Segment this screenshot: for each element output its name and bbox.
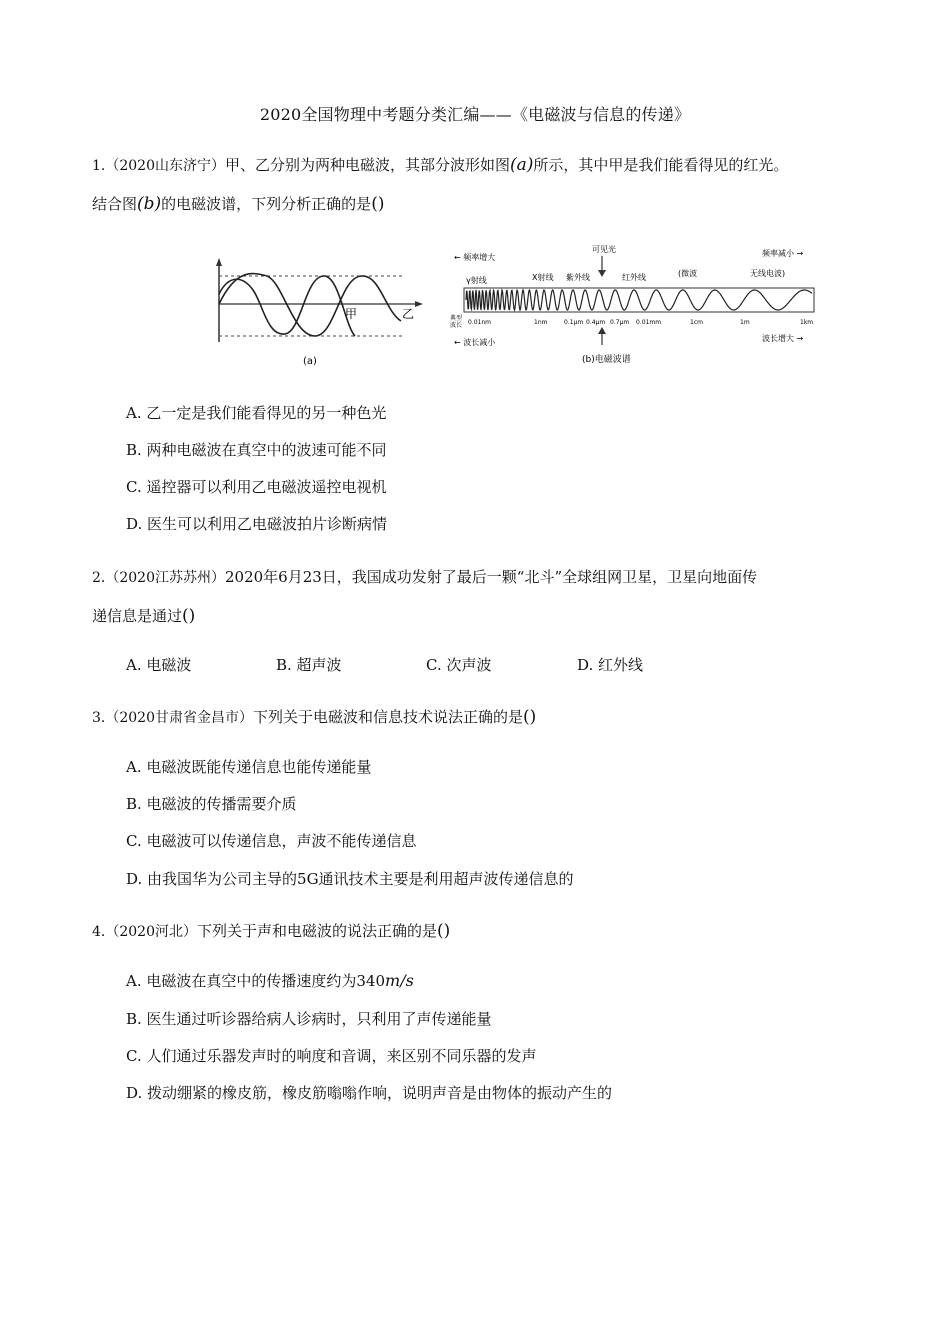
option-c[interactable]: C. 电磁波可以传递信息，声波不能传递信息 bbox=[126, 832, 417, 850]
wavelength-label-2: 波长 bbox=[450, 322, 463, 329]
question-source: （2020山东济宁） bbox=[105, 158, 225, 174]
option-b[interactable]: B. 超声波 bbox=[276, 656, 342, 674]
option-text: A. 电磁波在真空中的传播速度约为340 bbox=[126, 972, 386, 990]
option-b[interactable]: B. 电磁波的传播需要介质 bbox=[126, 795, 297, 813]
question-number: 2. bbox=[92, 570, 106, 586]
wavelength-tick-label: 0.01nm bbox=[468, 319, 492, 326]
wavelength-label-1: 典型 bbox=[450, 315, 463, 322]
wavelength-tick-label: 0.1μm bbox=[564, 319, 584, 326]
question-text: 下列关于电磁波和信息技术说法正确的是 bbox=[253, 708, 524, 726]
answer-blank: () bbox=[182, 606, 196, 626]
figure-b-caption: (b)电磁波谱 bbox=[582, 355, 631, 365]
question-text: 的电磁波谱，下列分析正确的是 bbox=[161, 195, 372, 213]
band-radio: 无线电波) bbox=[750, 269, 786, 278]
question-source: （2020甘肃省金昌市） bbox=[105, 710, 253, 726]
option-c[interactable]: C. 遥控器可以利用乙电磁波遥控电视机 bbox=[126, 478, 387, 496]
wavelength-increase-label: 波长增大 → bbox=[762, 334, 804, 343]
question-1-stem bbox=[92, 146, 882, 223]
figure-a-caption: (a) bbox=[303, 356, 317, 367]
freq-decrease-label: 频率减小 → bbox=[762, 249, 804, 258]
option-a[interactable]: A. 电磁波 bbox=[126, 656, 192, 674]
wavelength-tick-label: 0.4μm bbox=[586, 319, 606, 326]
question-number: 1. bbox=[92, 158, 106, 174]
wavelength-ticks bbox=[468, 319, 813, 326]
option-a[interactable]: A. 乙一定是我们能看得见的另一种色光 bbox=[126, 404, 387, 422]
figure-ref-b: (b) bbox=[137, 194, 162, 214]
question-number: 4. bbox=[92, 924, 106, 940]
question-3-stem bbox=[92, 698, 882, 737]
freq-increase-label: ← 频率增大 bbox=[454, 253, 496, 262]
wavelength-tick-label: 1cm bbox=[690, 319, 703, 326]
label-jia: 甲 bbox=[345, 307, 358, 321]
question-number: 3. bbox=[92, 710, 106, 726]
question-2-options bbox=[126, 654, 726, 676]
answer-blank: () bbox=[523, 707, 537, 727]
question-source: （2020河北） bbox=[105, 924, 197, 940]
visible-light-label: 可见光 bbox=[592, 245, 616, 254]
figure-a-wave-diagram bbox=[205, 256, 430, 374]
answer-blank: () bbox=[437, 921, 451, 941]
wavelength-tick-label: 0.7μm bbox=[610, 319, 630, 326]
label-yi: 乙 bbox=[402, 307, 415, 321]
question-2-stem bbox=[92, 558, 882, 635]
question-text: 所示，其中甲是我们能看得见的红光。 bbox=[533, 156, 789, 174]
wavelength-tick-label: 1nm bbox=[534, 319, 548, 326]
spectrum-wave bbox=[466, 290, 812, 310]
option-d[interactable]: D. 由我国华为公司主导的5G通讯技术主要是利用超声波传递信息的 bbox=[126, 870, 574, 888]
wavelength-tick-label: 1km bbox=[800, 319, 814, 326]
wavelength-tick-label: 0.01mm bbox=[636, 319, 662, 326]
option-b[interactable]: B. 两种电磁波在真空中的波速可能不同 bbox=[126, 441, 387, 459]
band-ir: 红外线 bbox=[622, 273, 646, 282]
question-text: 递信息是通过 bbox=[92, 607, 183, 625]
wavelength-decrease-label: ← 波长减小 bbox=[454, 338, 496, 347]
band-microwave: (微波 bbox=[678, 269, 698, 278]
wavelength-tick-label: 1m bbox=[740, 319, 750, 326]
question-text: 下列关于声和电磁波的说法正确的是 bbox=[197, 922, 438, 940]
speed-unit: m/s bbox=[385, 971, 414, 990]
option-a[interactable]: A. 电磁波既能传递信息也能传递能量 bbox=[126, 758, 372, 776]
option-b[interactable]: B. 医生通过听诊器给病人诊病时，只利用了声传递能量 bbox=[126, 1010, 492, 1028]
answer-blank: () bbox=[371, 194, 385, 214]
option-d[interactable]: D. 红外线 bbox=[577, 656, 644, 674]
question-text: 结合图 bbox=[92, 195, 138, 213]
question-text: 2020年6月23日，我国成功发射了最后一颗“北斗”全球组网卫星，卫星向地面传 bbox=[225, 568, 758, 586]
figure-ref-a: (a) bbox=[510, 155, 534, 175]
option-c[interactable]: C. 次声波 bbox=[426, 656, 492, 674]
option-c[interactable]: C. 人们通过乐器发声时的响度和音调，来区别不同乐器的发声 bbox=[126, 1047, 537, 1065]
band-gamma: γ射线 bbox=[466, 276, 487, 285]
option-d[interactable]: D. 拨动绷紧的橡皮筋，橡皮筋嗡嗡作响，说明声音是由物体的振动产生的 bbox=[126, 1084, 613, 1102]
page-title: 2020全国物理中考题分类汇编——《电磁波与信息的传递》 bbox=[259, 105, 691, 124]
band-uv: 紫外线 bbox=[566, 273, 590, 282]
figure-b-em-spectrum bbox=[450, 240, 830, 370]
question-source: （2020江苏苏州） bbox=[105, 570, 225, 586]
question-4-stem bbox=[92, 912, 882, 951]
question-text: 甲、乙分别为两种电磁波，其部分波形如图 bbox=[225, 156, 511, 174]
option-a[interactable] bbox=[126, 970, 414, 992]
option-d[interactable]: D. 医生可以利用乙电磁波拍片诊断病情 bbox=[126, 515, 388, 533]
band-xray: X射线 bbox=[532, 273, 554, 282]
